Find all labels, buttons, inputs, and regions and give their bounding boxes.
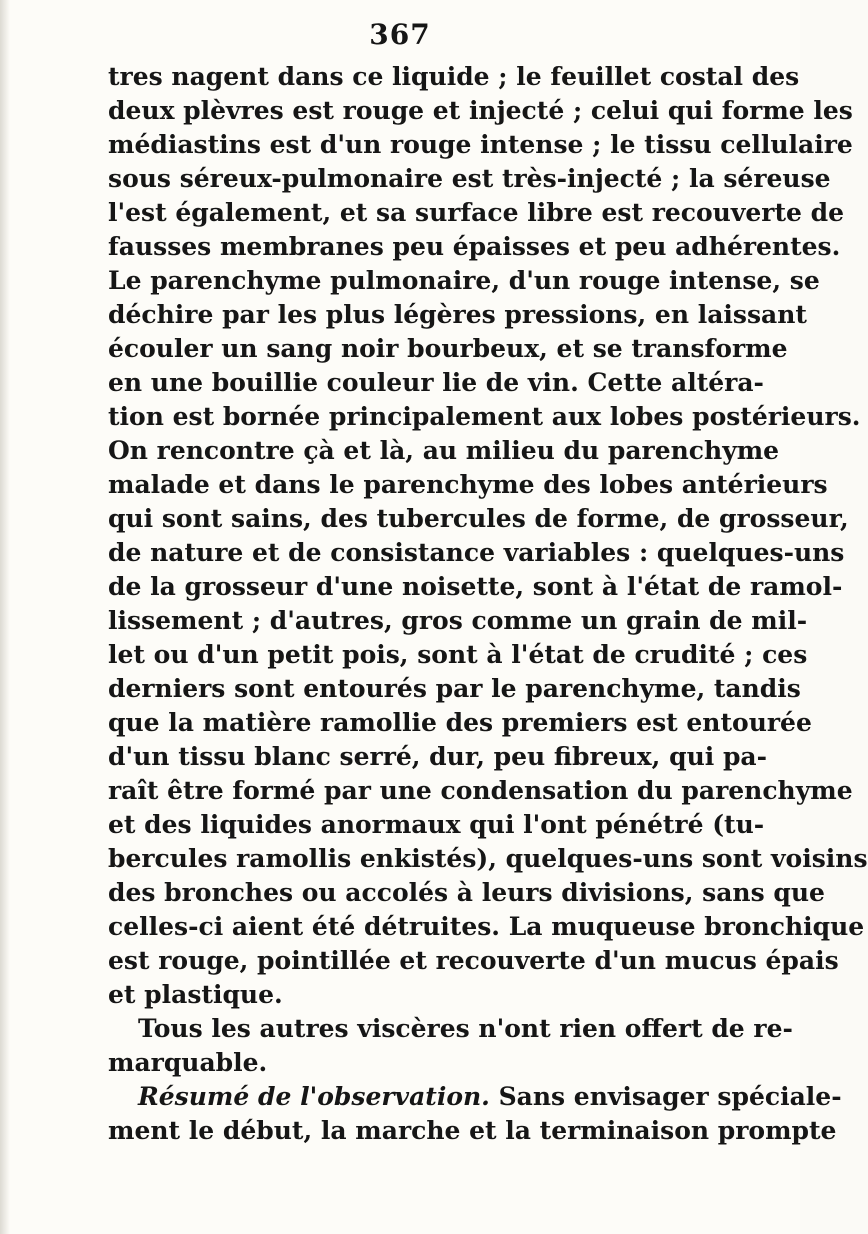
- text-line: [108, 1080, 842, 1114]
- text-line: bercules ramollis enkistés), quelques-uns sont voisins: [108, 844, 868, 873]
- text-line: d'un tissu blanc serré, dur, peu fibreux, qui pa-: [108, 742, 767, 771]
- text-line: écouler un sang noir bourbeux, et se transforme: [108, 334, 788, 363]
- text-line: marquable.: [108, 1048, 268, 1077]
- text-line: raît être formé par une condensation du parenchyme: [108, 776, 853, 805]
- text-line: Tous les autres viscères n'ont rien offert de re-: [138, 1014, 793, 1043]
- text-line: et des liquides anormaux qui l'ont pénétré (tu-: [108, 810, 765, 839]
- text-line: celles-ci aient été détruites. La muqueuse bronchique: [108, 912, 865, 941]
- text-line: de nature et de consistance variables : quelques-uns: [108, 538, 845, 567]
- text-line: derniers sont entourés par le parenchyme, tandis: [108, 674, 801, 703]
- text-line: deux plèvres est rouge et injecté ; celui qui forme les: [108, 96, 853, 125]
- text-line: ment le début, la marche et la terminaison prompte: [108, 1116, 837, 1145]
- text-line: est rouge, pointillée et recouverte d'un mucus épais: [108, 946, 839, 975]
- text-line: de la grosseur d'une noisette, sont à l'état de ramol-: [108, 572, 843, 601]
- text-line: déchire par les plus légères pressions, en laissant: [108, 300, 807, 329]
- text-line: sous séreux-pulmonaire est très-injecté ; la séreuse: [108, 164, 831, 193]
- text-line-rest: Sans envisager spéciale-: [489, 1082, 842, 1111]
- body-text: [108, 60, 868, 1148]
- text-line: tres nagent dans ce liquide ; le feuillet costal des: [108, 62, 800, 91]
- text-line: On rencontre çà et là, au milieu du parenchyme: [108, 436, 780, 465]
- text-line: Le parenchyme pulmonaire, d'un rouge intense, se: [108, 266, 820, 295]
- text-line: tion est bornée principalement aux lobes postérieurs.: [108, 402, 861, 431]
- text-line: lissement ; d'autres, gros comme un grain de mil-: [108, 606, 808, 635]
- text-line: l'est également, et sa surface libre est recouverte de: [108, 198, 844, 227]
- section-heading-italic: Résumé de l'observation.: [138, 1082, 490, 1111]
- text-line: des bronches ou accolés à leurs divisions, sans que: [108, 878, 825, 907]
- text-line: en une bouillie couleur lie de vin. Cette altéra-: [108, 368, 764, 397]
- text-line: fausses membranes peu épaisses et peu adhérentes.: [108, 232, 841, 261]
- text-line: qui sont sains, des tubercules de forme, de grosseur,: [108, 504, 849, 533]
- text-line: et plastique.: [108, 980, 283, 1009]
- page-number: 367: [369, 18, 431, 51]
- text-line: médiastins est d'un rouge intense ; le tissu cellulaire: [108, 130, 853, 159]
- text-line: let ou d'un petit pois, sont à l'état de crudité ; ces: [108, 640, 808, 669]
- page-edge-shadow: [0, 0, 10, 1234]
- text-line: malade et dans le parenchyme des lobes antérieurs: [108, 470, 828, 499]
- text-line: que la matière ramollie des premiers est entourée: [108, 708, 812, 737]
